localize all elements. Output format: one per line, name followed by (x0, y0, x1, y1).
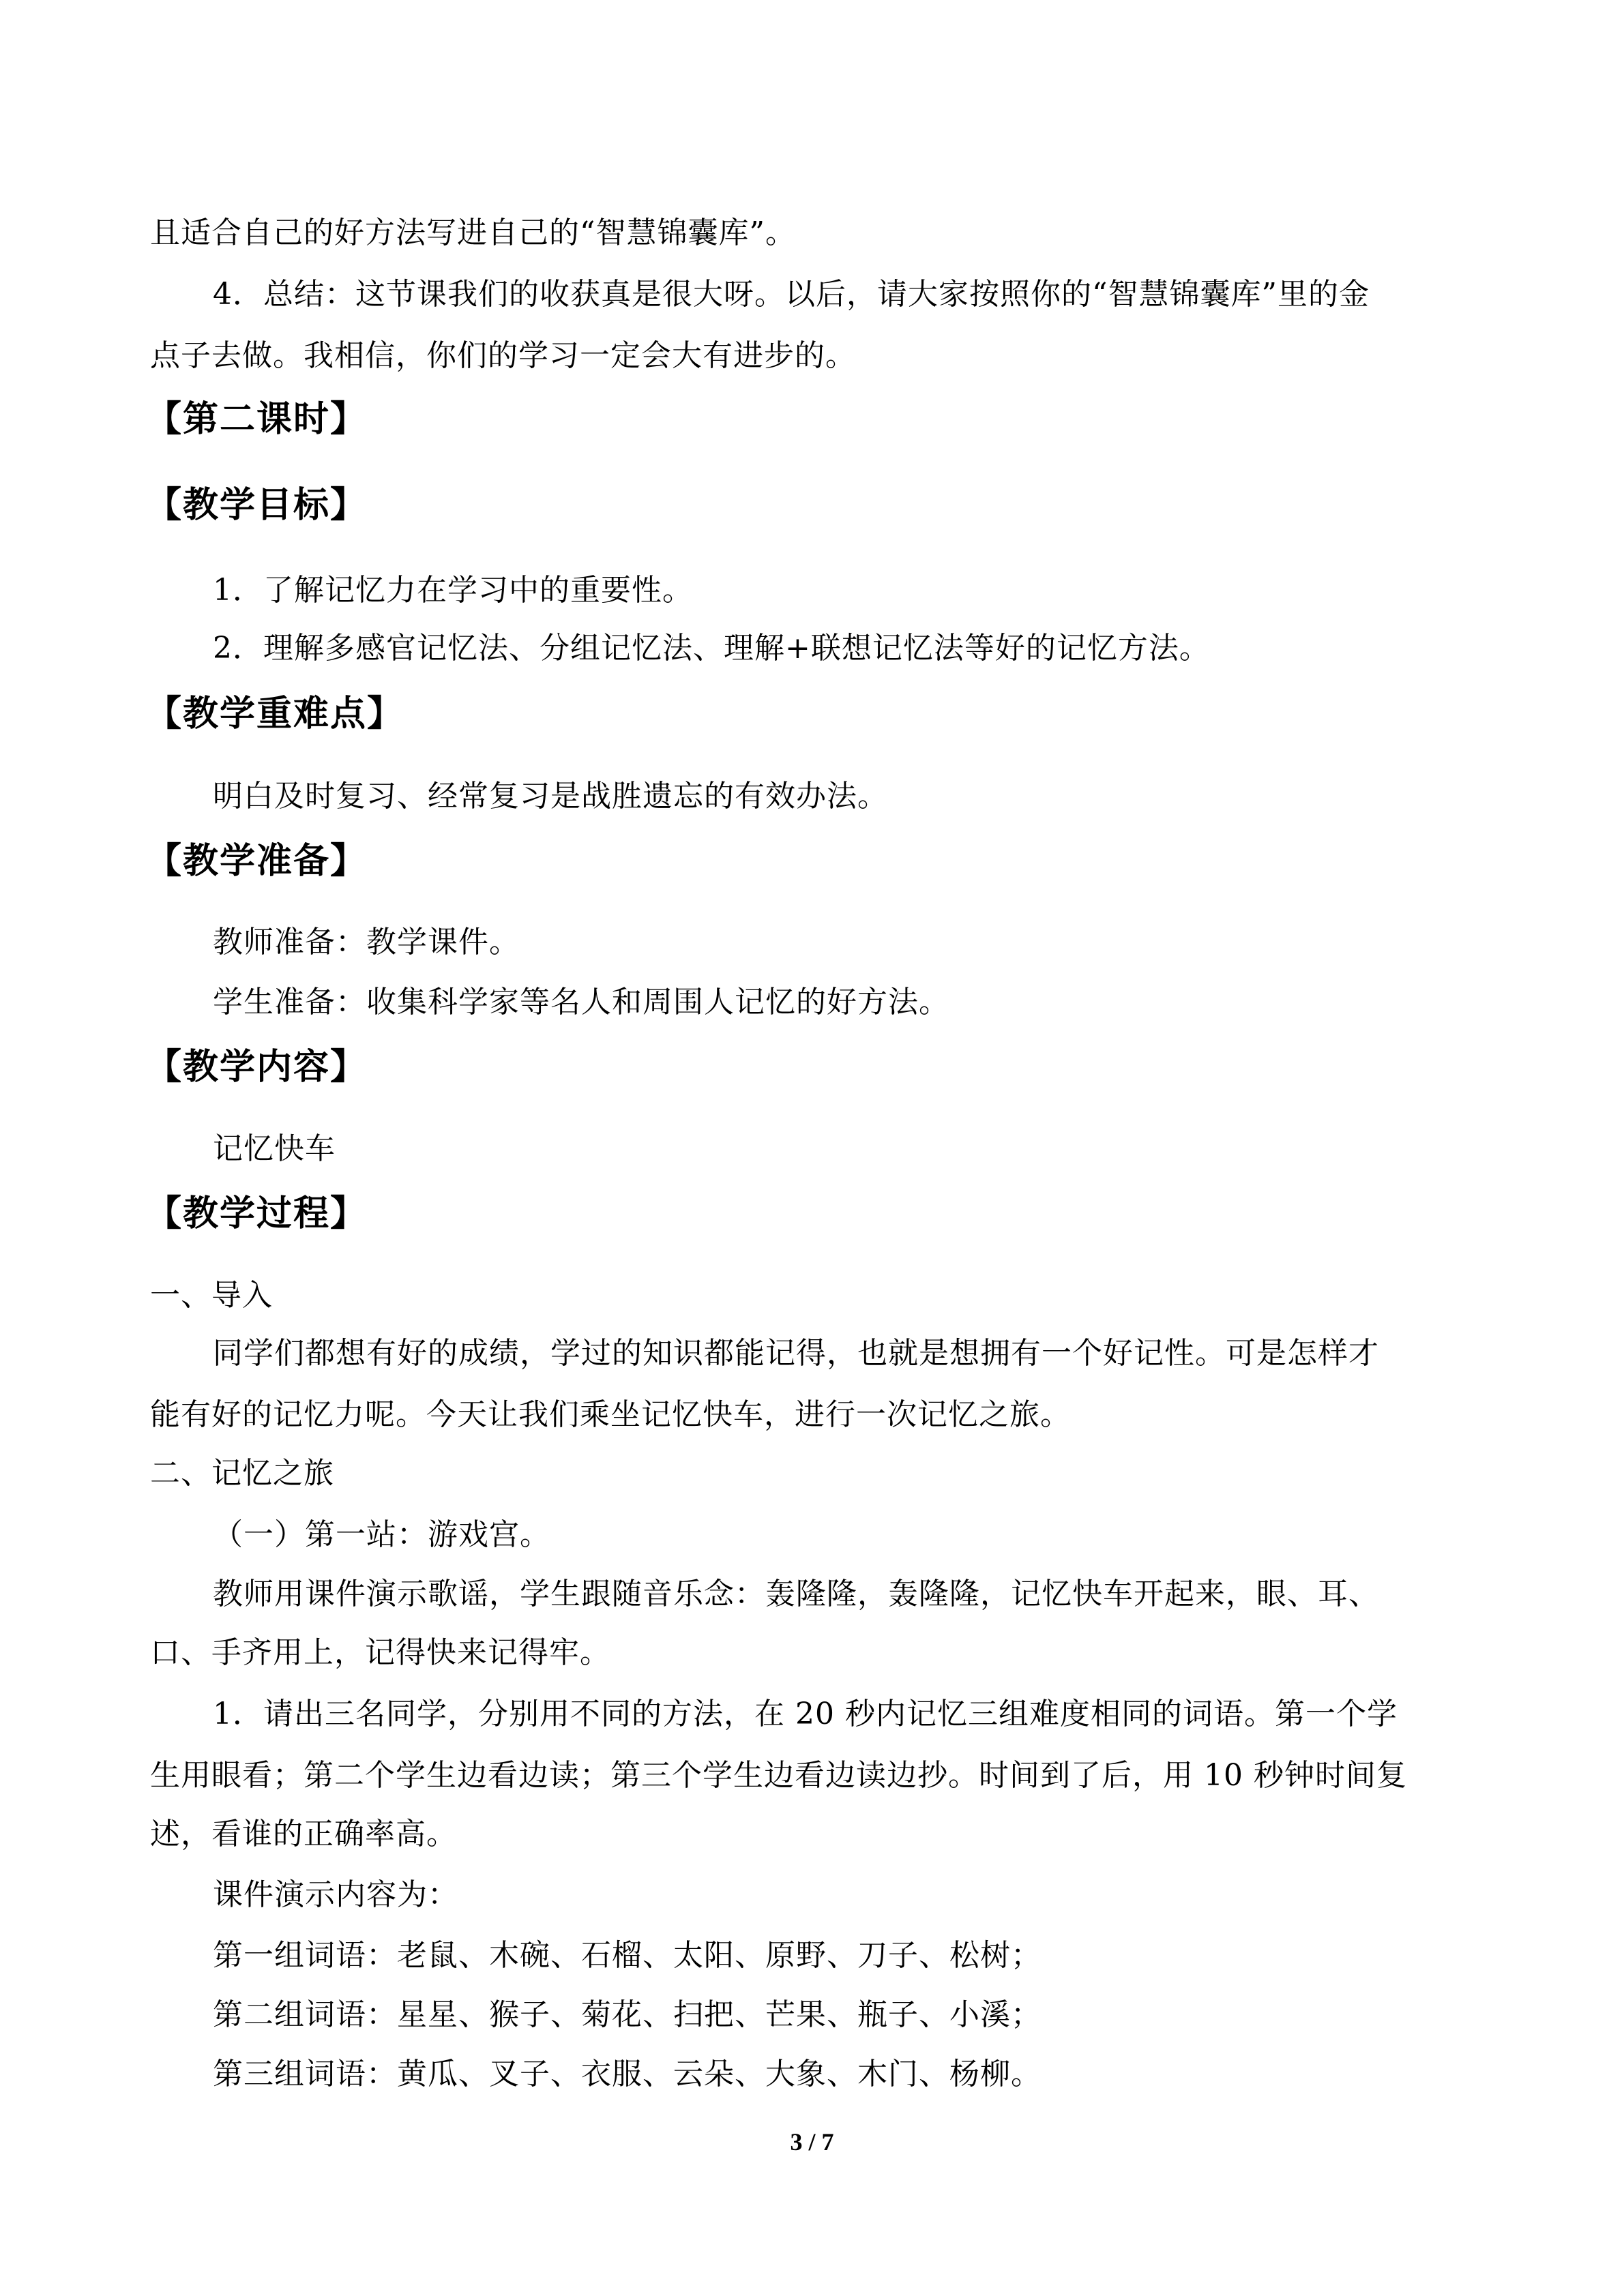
section-title-journey: 二、记忆之旅 (150, 1456, 334, 1491)
heading-preparation: 【教学准备】 (146, 841, 368, 882)
teaching-content-text: 记忆快车 (213, 1131, 336, 1166)
step-one-line-3: 述，看谁的正确率高。 (150, 1817, 457, 1851)
step-one-line-2: 生用眼看；第二个学生边看边读；第三个学生边看边读边抄。时间到了后，用 10 秒钟时间复 (150, 1758, 1407, 1793)
key-points-text: 明白及时复习、经常复习是战胜遗忘的有效办法。 (213, 779, 888, 814)
song-line-1: 教师用课件演示歌谣，学生跟随音乐念：轰隆隆，轰隆隆，记忆快车开起来，眼、耳、 (213, 1577, 1379, 1611)
student-preparation: 学生准备：收集科学家等名人和周围人记忆的好方法。 (213, 985, 949, 1019)
heading-lesson-two: 【第二课时】 (146, 399, 368, 440)
teacher-preparation: 教师准备：教学课件。 (213, 925, 520, 959)
section-title-intro: 一、导入 (150, 1278, 273, 1313)
page-number: 3 / 7 (790, 2128, 834, 2156)
step-one-line-1: 1．请出三名同学，分别用不同的方法，在 20 秒内记忆三组难度相同的词语。第一个学 (213, 1697, 1398, 1731)
word-group-3: 第三组词语：黄瓜、叉子、衣服、云朵、大象、木门、杨柳。 (213, 2057, 1042, 2091)
heading-teaching-goals: 【教学目标】 (146, 485, 368, 526)
heading-teaching-process: 【教学过程】 (146, 1193, 368, 1234)
goal-item-1: 1．了解记忆力在学习中的重要性。 (213, 573, 693, 608)
heading-key-points: 【教学重难点】 (146, 694, 404, 734)
goal-item-2: 2．理解多感官记忆法、分组记忆法、理解+联想记忆法等好的记忆方法。 (213, 631, 1210, 666)
intro-line-1: 同学们都想有好的成绩，学过的知识都能记得，也就是想拥有一个好记性。可是怎样才 (213, 1336, 1379, 1371)
demo-intro: 课件演示内容为： (213, 1877, 458, 1912)
summary-line: 4．总结：这节课我们的收获真是很大呀。以后，请大家按照你的“智慧锦囊库”里的金 (213, 277, 1370, 312)
station-one: （一）第一站：游戏宫。 (213, 1517, 550, 1552)
heading-teaching-content: 【教学内容】 (146, 1047, 368, 1088)
song-line-2: 口、手齐用上，记得快来记得牢。 (150, 1635, 610, 1670)
word-group-2: 第二组词语：星星、猴子、菊花、扫把、芒果、瓶子、小溪； (213, 1997, 1042, 2032)
paragraph-line: 且适合自己的好方法写进自己的“智慧锦囊库”。 (150, 215, 796, 250)
summary-line-continued: 点子去做。我相信，你们的学习一定会大有进步的。 (150, 338, 856, 373)
intro-line-2: 能有好的记忆力呢。今天让我们乘坐记忆快车，进行一次记忆之旅。 (150, 1397, 1071, 1432)
word-group-1: 第一组词语：老鼠、木碗、石榴、太阳、原野、刀子、松树； (213, 1938, 1042, 1973)
